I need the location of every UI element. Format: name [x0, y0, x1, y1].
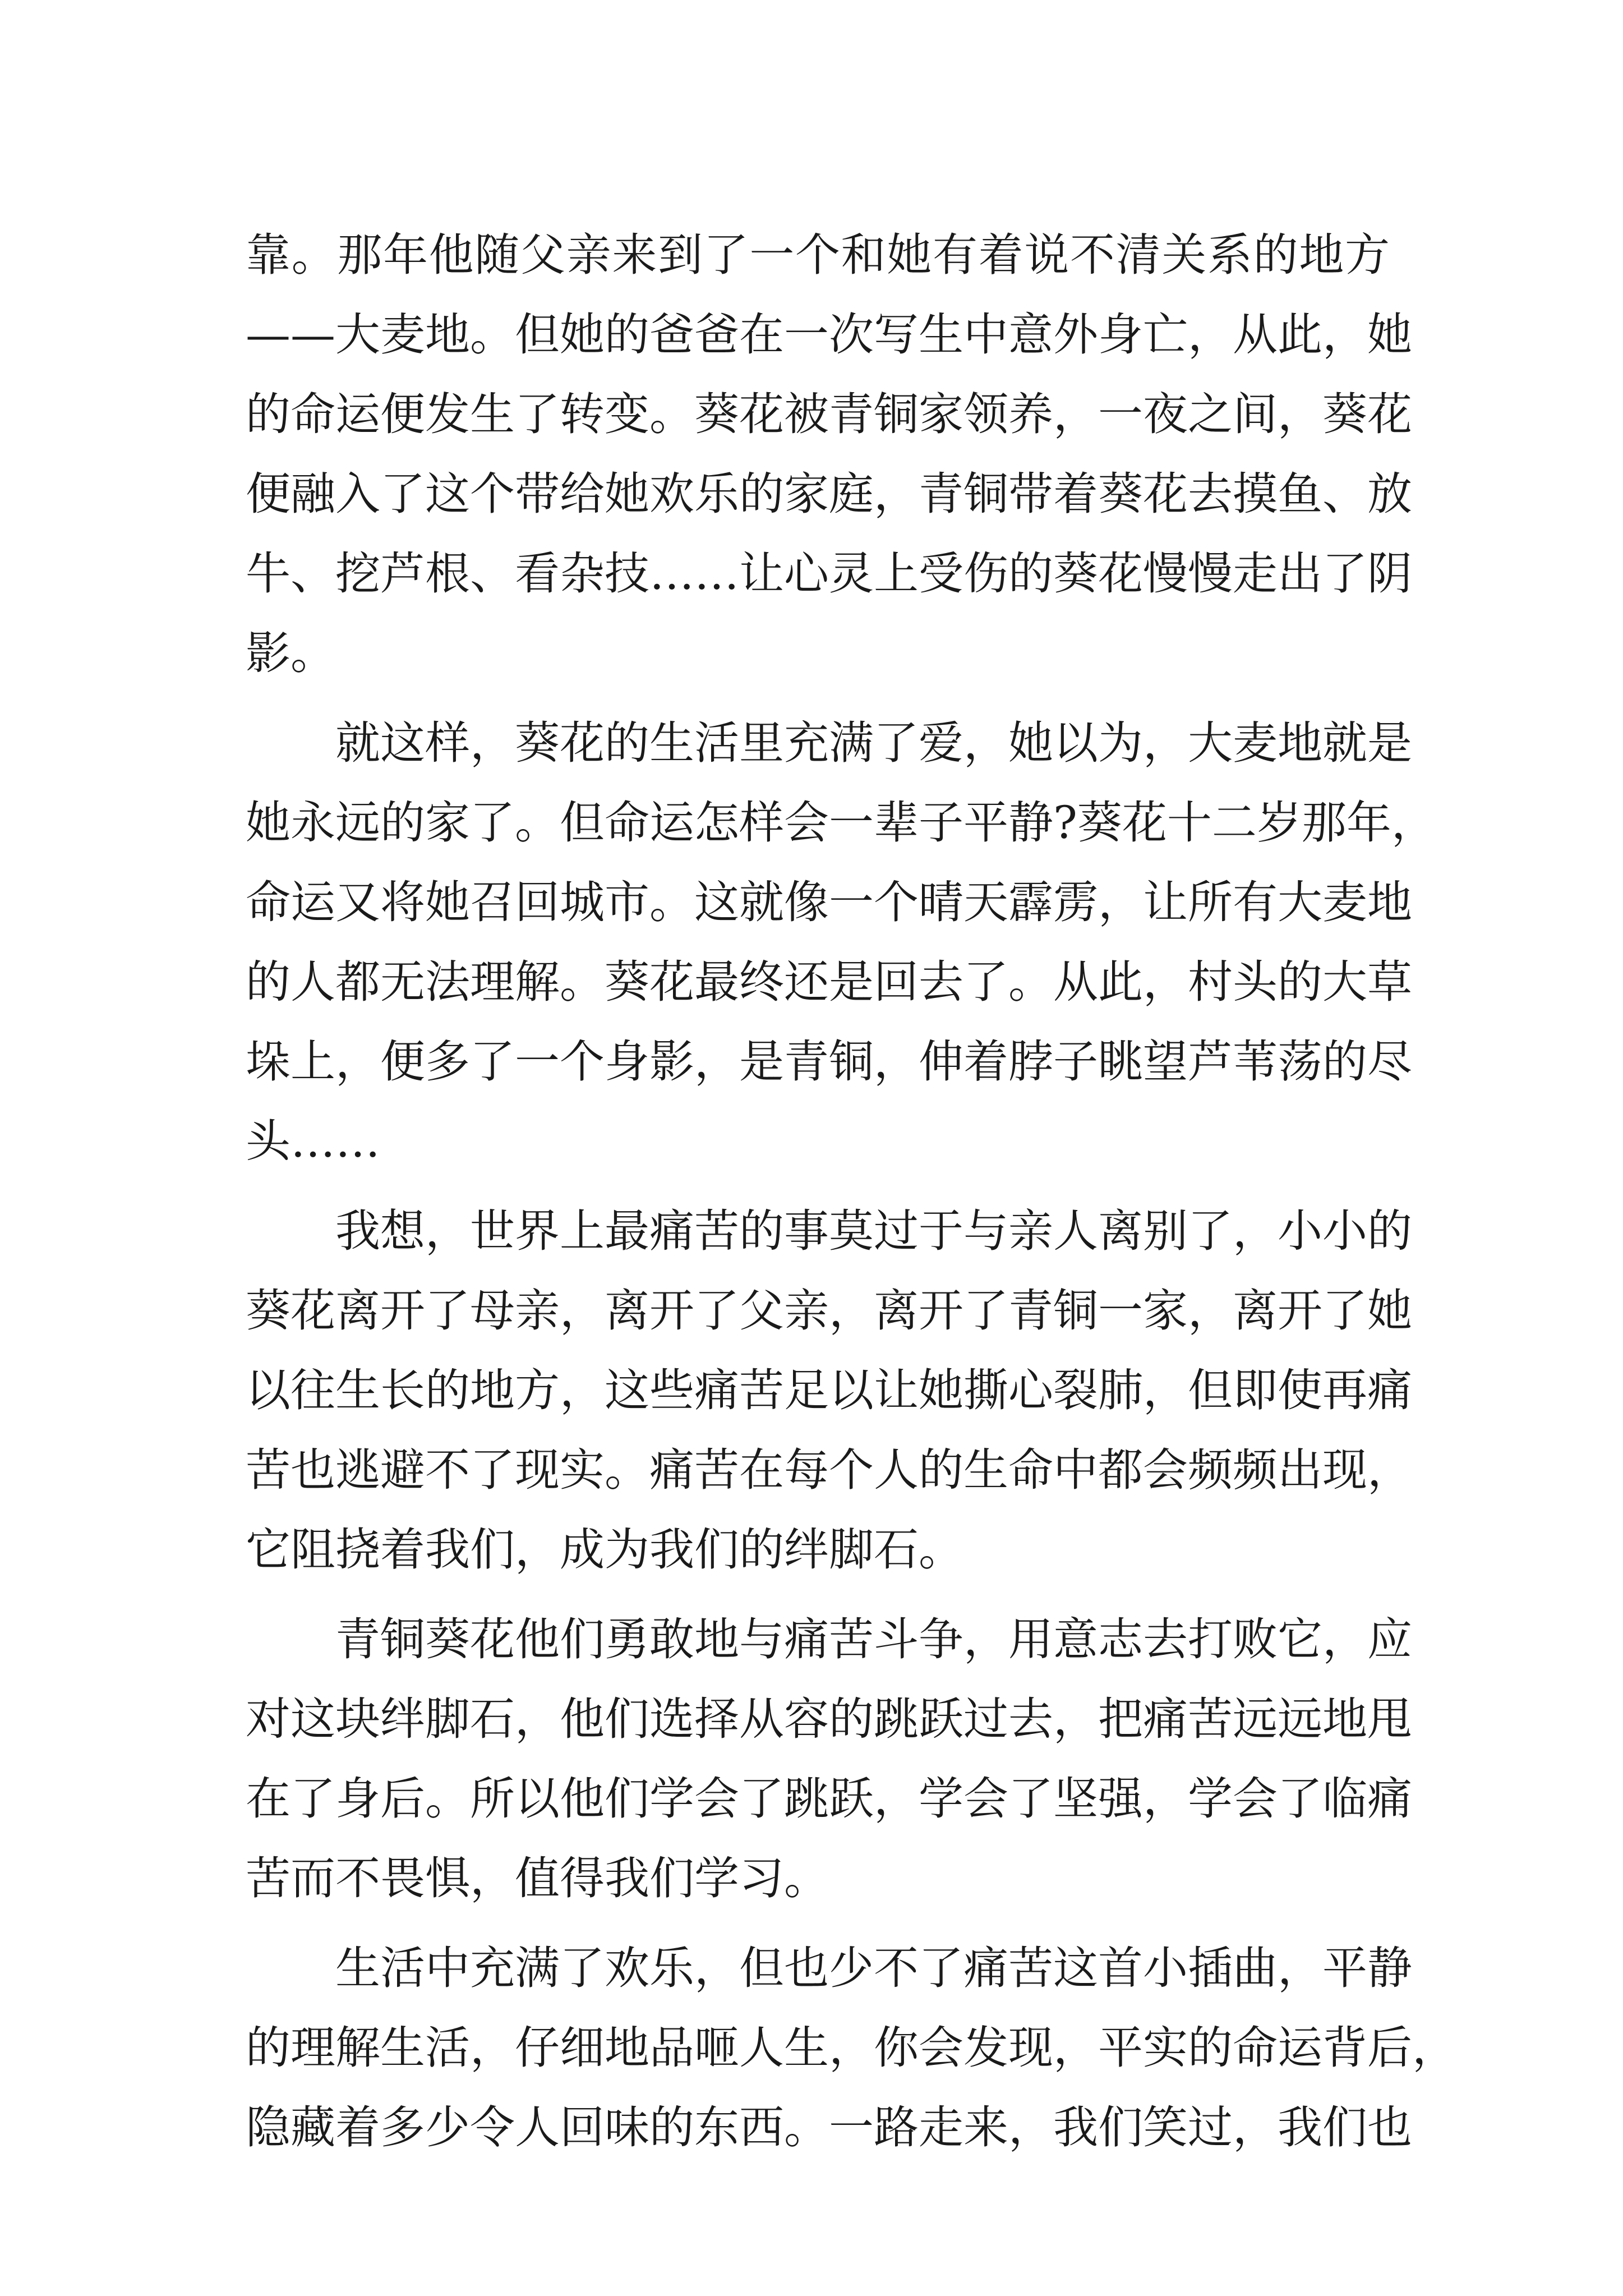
text-line: 便融入了这个带给她欢乐的家庭，青铜带着葵花去摸鱼、放: [246, 468, 1412, 520]
text-line: 牛、挖芦根、看杂技……让心灵上受伤的葵花慢慢走出了阴: [246, 547, 1412, 600]
paragraph: [246, 1929, 1457, 2168]
text-line: 头……: [246, 1115, 380, 1167]
text-line: 她永远的家了。但命运怎样会一辈子平静?葵花十二岁那年，: [246, 797, 1436, 849]
text-line: 对这块绊脚石，他们选择从容的跳跃过去，把痛苦远远地甩: [246, 1693, 1412, 1745]
text-line: 的理解生活，仔细地品咂人生，你会发现，平实的命运背后，: [246, 2022, 1457, 2074]
text-line: 垛上，便多了一个身影，是青铜，伸着脖子眺望芦苇荡的尽: [246, 1036, 1412, 1088]
text-line: 苦也逃避不了现实。痛苦在每个人的生命中都会频频出现，: [246, 1444, 1412, 1496]
paragraph: [246, 1191, 1412, 1590]
text-line: 靠。那年他随父亲来到了一个和她有着说不清关系的地方: [246, 229, 1390, 281]
text-line: 命运又将她召回城市。这就像一个晴天霹雳，让所有大麦地: [246, 876, 1412, 928]
text-line: 以往生长的地方，这些痛苦足以让她撕心裂肺，但即使再痛: [246, 1364, 1412, 1416]
document-body: [246, 215, 1457, 2168]
text-line: 苦而不畏惧，值得我们学习。: [246, 1852, 829, 1904]
text-line: 隐藏着多少令人回味的东西。一路走来，我们笑过，我们也: [246, 2101, 1412, 2154]
text-line: 它阻挠着我们，成为我们的绊脚石。: [246, 1524, 963, 1576]
paragraph: [246, 1600, 1412, 1918]
text-line: 的人都无法理解。葵花最终还是回去了。从此，村头的大草: [246, 956, 1412, 1008]
paragraph: [246, 215, 1412, 693]
text-line: 在了身后。所以他们学会了跳跃，学会了坚强，学会了临痛: [246, 1773, 1412, 1825]
text-line: 青铜葵花他们勇敢地与痛苦斗争，用意志去打败它，应: [335, 1613, 1412, 1665]
text-line: 就这样，葵花的生活里充满了爱，她以为，大麦地就是: [335, 717, 1412, 769]
text-line: 影。: [246, 627, 335, 679]
paragraph: [246, 703, 1436, 1181]
text-line: 生活中充满了欢乐，但也少不了痛苦这首小插曲，平静: [335, 1942, 1412, 1994]
text-line: 我想，世界上最痛苦的事莫过于与亲人离别了，小小的: [335, 1205, 1412, 1257]
text-line: 葵花离开了母亲，离开了父亲，离开了青铜一家，离开了她: [246, 1285, 1412, 1337]
text-line: 的命运便发生了转变。葵花被青铜家领养，一夜之间，葵花: [246, 388, 1412, 440]
text-line: ——大麦地。但她的爸爸在一次写生中意外身亡，从此，她: [246, 309, 1412, 361]
